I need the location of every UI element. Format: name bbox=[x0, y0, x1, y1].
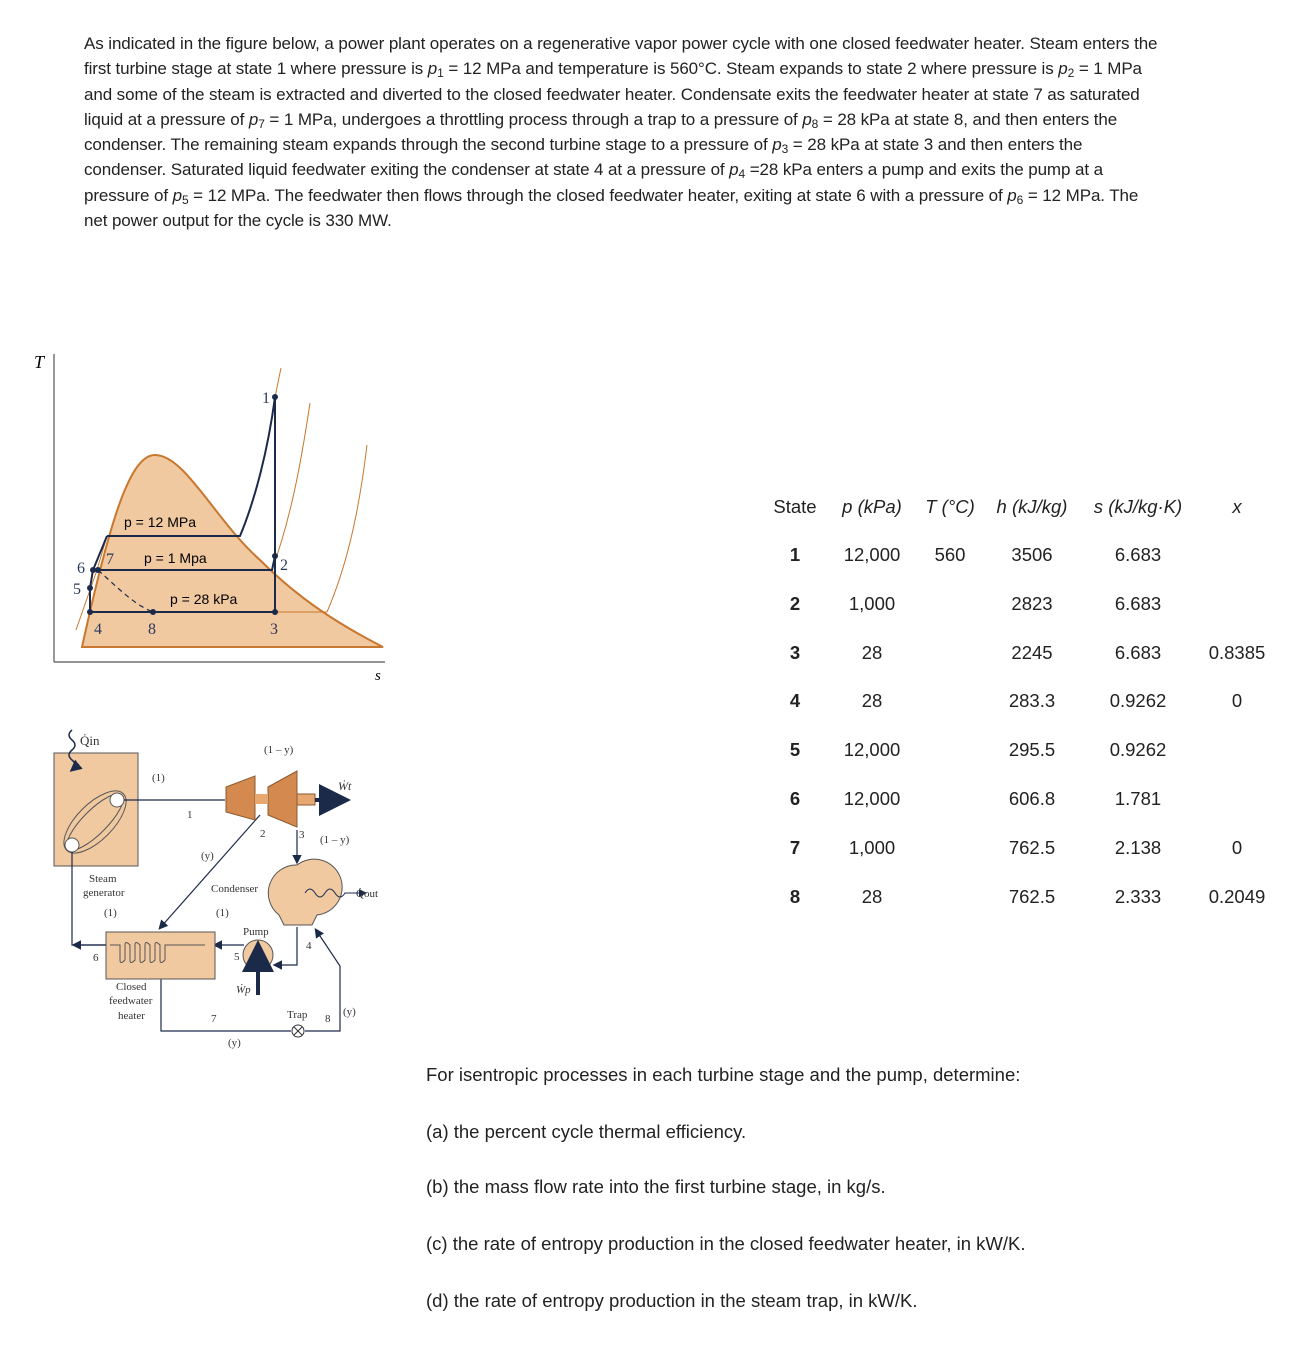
state-label-8: 8 bbox=[148, 621, 156, 638]
table-header: h (kJ/kg) bbox=[996, 496, 1068, 517]
w-pump-label: Ẇp bbox=[236, 984, 251, 996]
table-cell: 12,000 bbox=[843, 739, 901, 761]
flow-label: (y) bbox=[343, 1006, 356, 1018]
table-cell: 2.333 bbox=[1114, 885, 1162, 907]
state-5: 5 bbox=[234, 951, 240, 963]
pump-label: Pump bbox=[243, 926, 269, 938]
table-cell: 12,000 bbox=[843, 788, 901, 809]
table-cell: 2245 bbox=[1011, 641, 1053, 663]
state-label-3: 3 bbox=[270, 621, 278, 638]
problem-text-segment: p bbox=[427, 59, 438, 79]
state-7: 7 bbox=[211, 1013, 217, 1025]
table-cell: 3506 bbox=[1011, 544, 1053, 565]
table-row-state: 3 bbox=[789, 641, 801, 663]
flow-label: (y) bbox=[228, 1037, 241, 1049]
table-cell: 283.3 bbox=[1008, 690, 1056, 712]
table-row-state: 2 bbox=[789, 592, 801, 614]
fwh-label-2: feedwater bbox=[109, 995, 153, 1007]
flow-label: (1) bbox=[152, 772, 165, 784]
q-in-label: Q̇in bbox=[80, 733, 100, 748]
table-cell: 1,000 bbox=[848, 836, 896, 858]
question-a: (a) the percent cycle thermal efficiency. bbox=[426, 1121, 747, 1142]
problem-text-segment: 7 bbox=[258, 116, 265, 131]
turbine-stage-1 bbox=[226, 776, 255, 820]
problem-text-segment: = 28 kPa at state 3 and then enters the condenser. Saturated liquid feedwater exiting the condenser at state 4 at a pressure of bbox=[84, 135, 1083, 180]
problem-text-segment: p bbox=[729, 160, 739, 180]
state-4: 4 bbox=[306, 940, 312, 952]
table-cell: 28 bbox=[861, 641, 883, 663]
table-header: x bbox=[1232, 496, 1242, 517]
problem-text-segment: 8 bbox=[811, 116, 819, 131]
table-header: State bbox=[773, 496, 817, 517]
problem-text-segment: 1 bbox=[437, 66, 444, 81]
table-cell: 762.5 bbox=[1008, 885, 1056, 907]
problem-text-segment: = 1 MPa and some of the steam is extracted and diverted to the closed feedwater heater. Condensate exits the feedwater heater at state 7 as saturated liquid at a pressure of bbox=[84, 59, 1142, 129]
table-cell: 1,000 bbox=[848, 592, 896, 614]
condenser-label: Condenser bbox=[211, 883, 259, 895]
question-c: (c) the rate of entropy production in the closed feedwater heater, in kW/K. bbox=[426, 1233, 1026, 1254]
flow-label: (1) bbox=[104, 907, 117, 919]
problem-text-segment: p bbox=[772, 135, 782, 155]
label-p-1mpa: p = 1 Mpa bbox=[144, 550, 207, 566]
table-cell: 606.8 bbox=[1008, 788, 1056, 809]
problem-text-segment: p bbox=[172, 185, 182, 205]
state-label-5: 5 bbox=[73, 581, 81, 598]
table-cell: 2823 bbox=[1011, 592, 1053, 614]
problem-text-segment: p bbox=[1058, 59, 1068, 79]
problem-text-segment: As indicated in the figure below, a power plant operates on a regenerative vapor power cycle with one closed feedwater heater. Steam enters the first turbine stage at state 1 where pressure is bbox=[84, 34, 1158, 79]
q-out-label: Q̇out bbox=[356, 888, 378, 900]
table-row-state: 7 bbox=[789, 836, 801, 858]
table-row-state: 8 bbox=[789, 885, 801, 907]
table-cell: 1.781 bbox=[1114, 788, 1162, 809]
table-cell: 0 bbox=[1231, 836, 1243, 858]
steam-generator-label: Steam bbox=[89, 873, 117, 885]
questions-intro: For isentropic processes in each turbine stage and the pump, determine: bbox=[426, 1064, 1021, 1085]
problem-text-segment: 6 bbox=[1016, 192, 1024, 207]
table-header: s (kJ/kg·K) bbox=[1093, 496, 1183, 517]
t-axis-label: T bbox=[34, 352, 45, 372]
state-label-6: 6 bbox=[77, 560, 85, 577]
turbine-stage-2 bbox=[268, 771, 297, 827]
trap bbox=[292, 1025, 304, 1037]
problem-text-segment: 5 bbox=[181, 192, 189, 207]
state-2: 2 bbox=[260, 828, 266, 840]
problem-text-segment: = 1 MPa, undergoes a throttling process through a trap to a pressure of bbox=[264, 109, 803, 129]
s-axis-label: s bbox=[375, 668, 381, 684]
table-cell: 0.9262 bbox=[1109, 739, 1167, 761]
problem-text-segment: = 12 MPa and temperature is 560°C. Steam expands to state 2 where pressure is bbox=[443, 59, 1059, 79]
table-cell: 12,000 bbox=[843, 544, 901, 565]
table-cell: 762.5 bbox=[1008, 836, 1056, 858]
problem-text-segment: p bbox=[248, 109, 259, 129]
question-b: (b) the mass flow rate into the first turbine stage, in kg/s. bbox=[426, 1176, 886, 1197]
table-cell: 560 bbox=[934, 544, 966, 565]
state-label-2: 2 bbox=[280, 557, 288, 574]
problem-text-segment: 2 bbox=[1067, 66, 1075, 81]
flow-label: (y) bbox=[201, 850, 214, 862]
problem-text-segment: p bbox=[1007, 185, 1017, 205]
problem-text-segment: 4 bbox=[738, 167, 746, 182]
table-cell: 2.138 bbox=[1114, 836, 1162, 858]
trap-label: Trap bbox=[287, 1009, 308, 1021]
state-label-1: 1 bbox=[262, 390, 270, 407]
flow-label: (1) bbox=[216, 907, 229, 919]
table-cell: 28 bbox=[861, 885, 883, 907]
state-label-7: 7 bbox=[106, 551, 114, 568]
state-8: 8 bbox=[325, 1013, 331, 1025]
table-header: p (kPa) bbox=[842, 496, 902, 517]
table-cell: 0.8385 bbox=[1208, 641, 1266, 663]
table-row-state: 4 bbox=[789, 690, 801, 712]
question-d: (d) the rate of entropy production in the steam trap, in kW/K. bbox=[426, 1290, 918, 1311]
flow-label: (1 – y) bbox=[320, 834, 350, 846]
table-cell: 6.683 bbox=[1114, 544, 1162, 565]
table-row-state: 5 bbox=[789, 739, 801, 761]
table-cell: 0.2049 bbox=[1208, 885, 1266, 907]
state-3: 3 bbox=[299, 829, 305, 841]
fwh-label: Closed bbox=[116, 981, 147, 993]
steam-generator-label-2: generator bbox=[83, 887, 125, 899]
w-turbine-label: Ẇt bbox=[338, 779, 352, 793]
problem-text-segment: p bbox=[802, 109, 812, 129]
state-1: 1 bbox=[187, 809, 193, 821]
table-cell: 6.683 bbox=[1114, 641, 1162, 663]
table-row-state: 6 bbox=[789, 788, 801, 809]
state-6: 6 bbox=[93, 952, 99, 964]
label-p-28kpa: p = 28 kPa bbox=[170, 591, 238, 607]
state-label-4: 4 bbox=[94, 621, 102, 638]
flow-label: (1 – y) bbox=[264, 744, 294, 756]
table-cell: 0 bbox=[1231, 690, 1243, 712]
problem-text-segment: =28 kPa enters a pump and exits the pump at a pressure of bbox=[84, 160, 1103, 205]
table-row-state: 1 bbox=[789, 544, 801, 565]
table-cell: 295.5 bbox=[1008, 739, 1056, 761]
table-cell: 6.683 bbox=[1114, 592, 1162, 614]
label-p-12mpa: p = 12 MPa bbox=[124, 514, 196, 530]
problem-text-segment: 3 bbox=[781, 142, 789, 157]
table-cell: 0.9262 bbox=[1109, 690, 1167, 712]
problem-text-segment: = 12 MPa. The feedwater then flows through the closed feedwater heater, exiting at state 6 with a pressure of bbox=[188, 185, 1008, 205]
problem-text-segment: = 28 kPa at state 8, and then enters the condenser. The remaining steam expands through the second turbine stage to a pressure of bbox=[84, 109, 1118, 155]
fwh-label-3: heater bbox=[118, 1010, 145, 1022]
problem-text-segment: = 12 MPa. The net power output for the cycle is 330 MW. bbox=[84, 185, 1139, 231]
table-header: T (°C) bbox=[925, 496, 975, 517]
table-cell: 28 bbox=[861, 690, 883, 712]
